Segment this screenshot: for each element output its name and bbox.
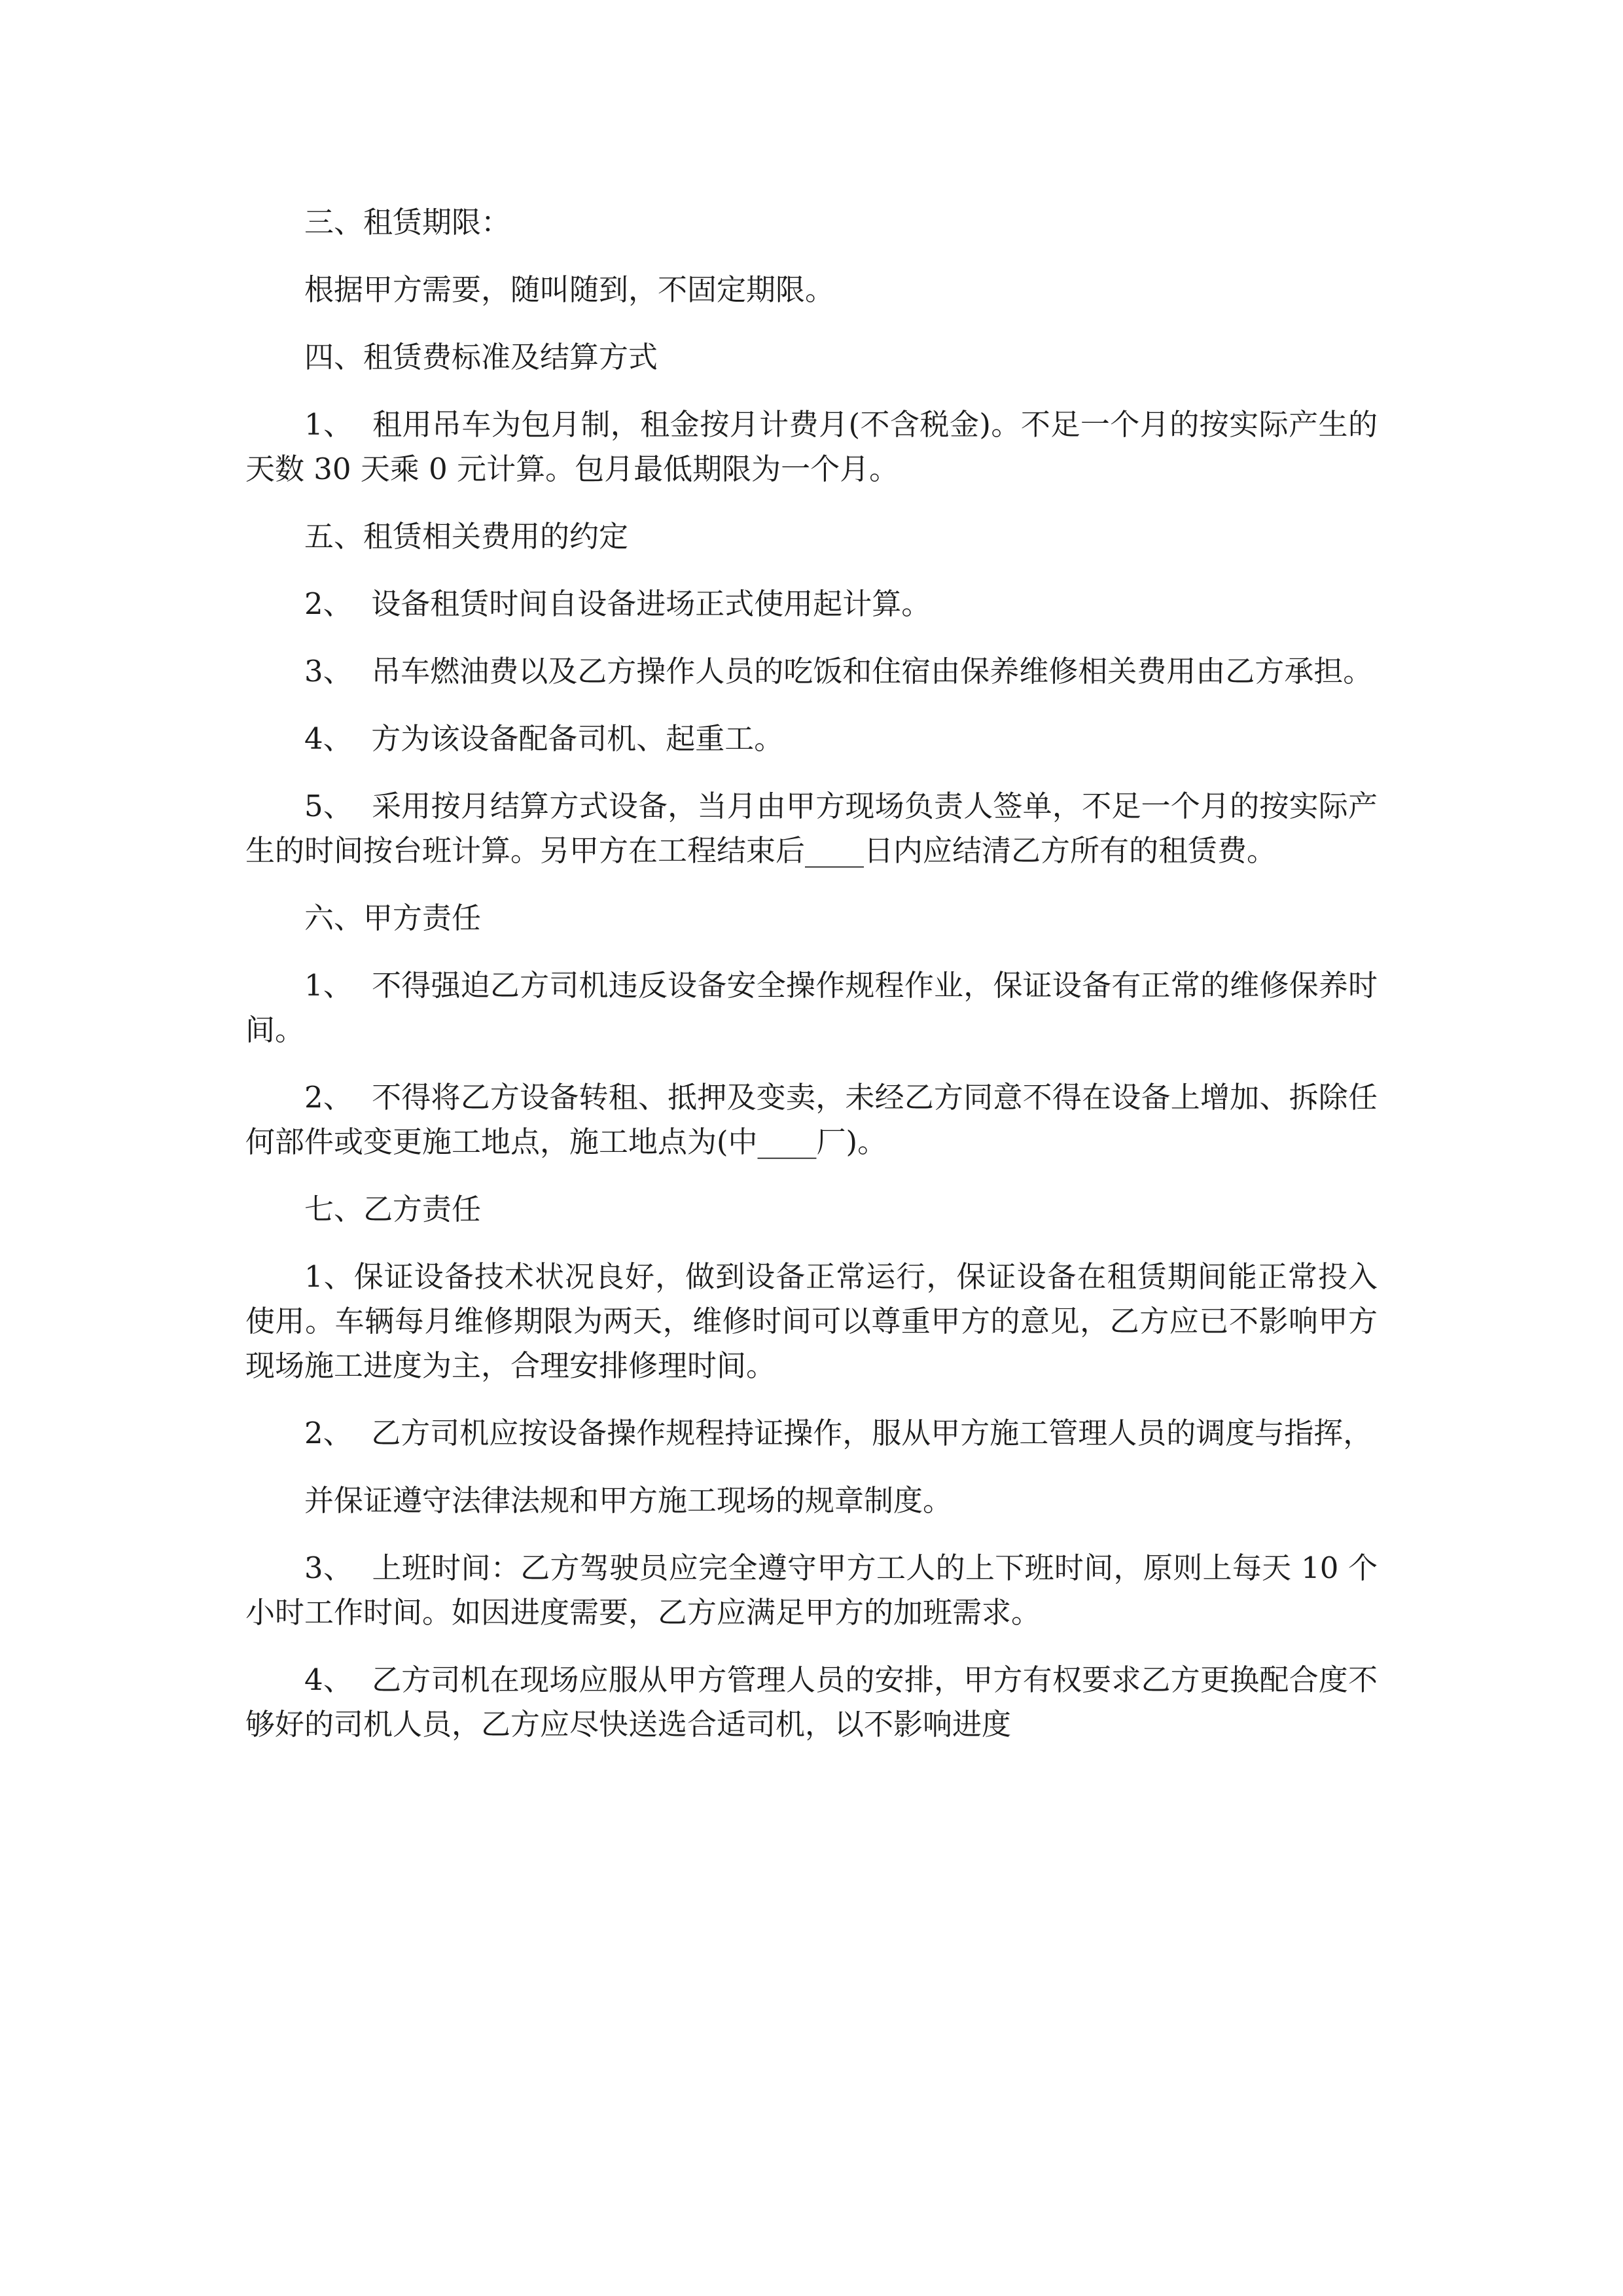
paragraph-party-b-2-cont: 并保证遵守法律法规和甲方施工现场的规章制度。 (304, 1483, 953, 1518)
section-heading-lease-term: 三、租赁期限： (304, 205, 511, 240)
paragraph-party-b-4: 4、 乙方司机在现场应服从甲方管理人员的安排，甲方有权要求乙方更换配合度不够好的司机人员，乙方应尽快送选合适司机，以不影响进度 (245, 1662, 1378, 1742)
section-heading-party-b: 七、乙方责任 (304, 1192, 482, 1227)
paragraph-lease-term: 根据甲方需要，随叫随到，不固定期限。 (304, 272, 835, 307)
section-heading-fee-standard: 四、租赁费标准及结算方式 (304, 340, 658, 374)
paragraph-fee-5: 5、 采用按月结算方式设备，当月由甲方现场负责人签单，不足一个月的按实际产生的时间按台班计算。另甲方在工程结束后____日内应结清乙方所有的租赁费。 (245, 789, 1378, 868)
paragraph-fee-2: 2、 设备租赁时间自设备进场正式使用起计算。 (304, 586, 931, 621)
paragraph-party-a-2: 2、 不得将乙方设备转租、抵押及变卖，未经乙方同意不得在设备上增加、拆除任何部件或变更施工地点，施工地点为(中____厂)。 (245, 1080, 1378, 1159)
paragraph-party-a-1: 1、 不得强迫乙方司机违反设备安全操作规程作业，保证设备有正常的维修保养时间。 (245, 968, 1378, 1047)
paragraph-party-b-2: 2、 乙方司机应按设备操作规程持证操作，服从甲方施工管理人员的调度与指挥， (304, 1416, 1373, 1450)
paragraph-party-b-3: 3、 上班时间：乙方驾驶员应完全遵守甲方工人的上下班时间，原则上每天 10 个小时工作时间。如因进度需要，乙方应满足甲方的加班需求。 (245, 1551, 1378, 1630)
paragraph-fee-1: 1、 租用吊车为包月制，租金按月计费月(不含税金)。不足一个月的按实际产生的天数 30 天乘 0 元计算。包月最低期限为一个月。 (245, 407, 1378, 486)
paragraph-party-b-1: 1、保证设备技术状况良好，做到设备正常运行，保证设备在租赁期间能正常投入使用。车辆每月维修期限为两天，维修时间可以尊重甲方的意见，乙方应已不影响甲方现场施工进度为主，合理安排修理时间。 (245, 1259, 1378, 1383)
section-heading-party-a: 六、甲方责任 (304, 901, 482, 935)
paragraph-fee-3: 3、 吊车燃油费以及乙方操作人员的吃饭和住宿由保养维修相关费用由乙方承担。 (304, 654, 1373, 689)
paragraph-fee-4: 4、 方为该设备配备司机、起重工。 (304, 721, 784, 756)
document-page (245, 200, 1378, 1770)
section-heading-related-fees: 五、租赁相关费用的约定 (304, 519, 629, 554)
